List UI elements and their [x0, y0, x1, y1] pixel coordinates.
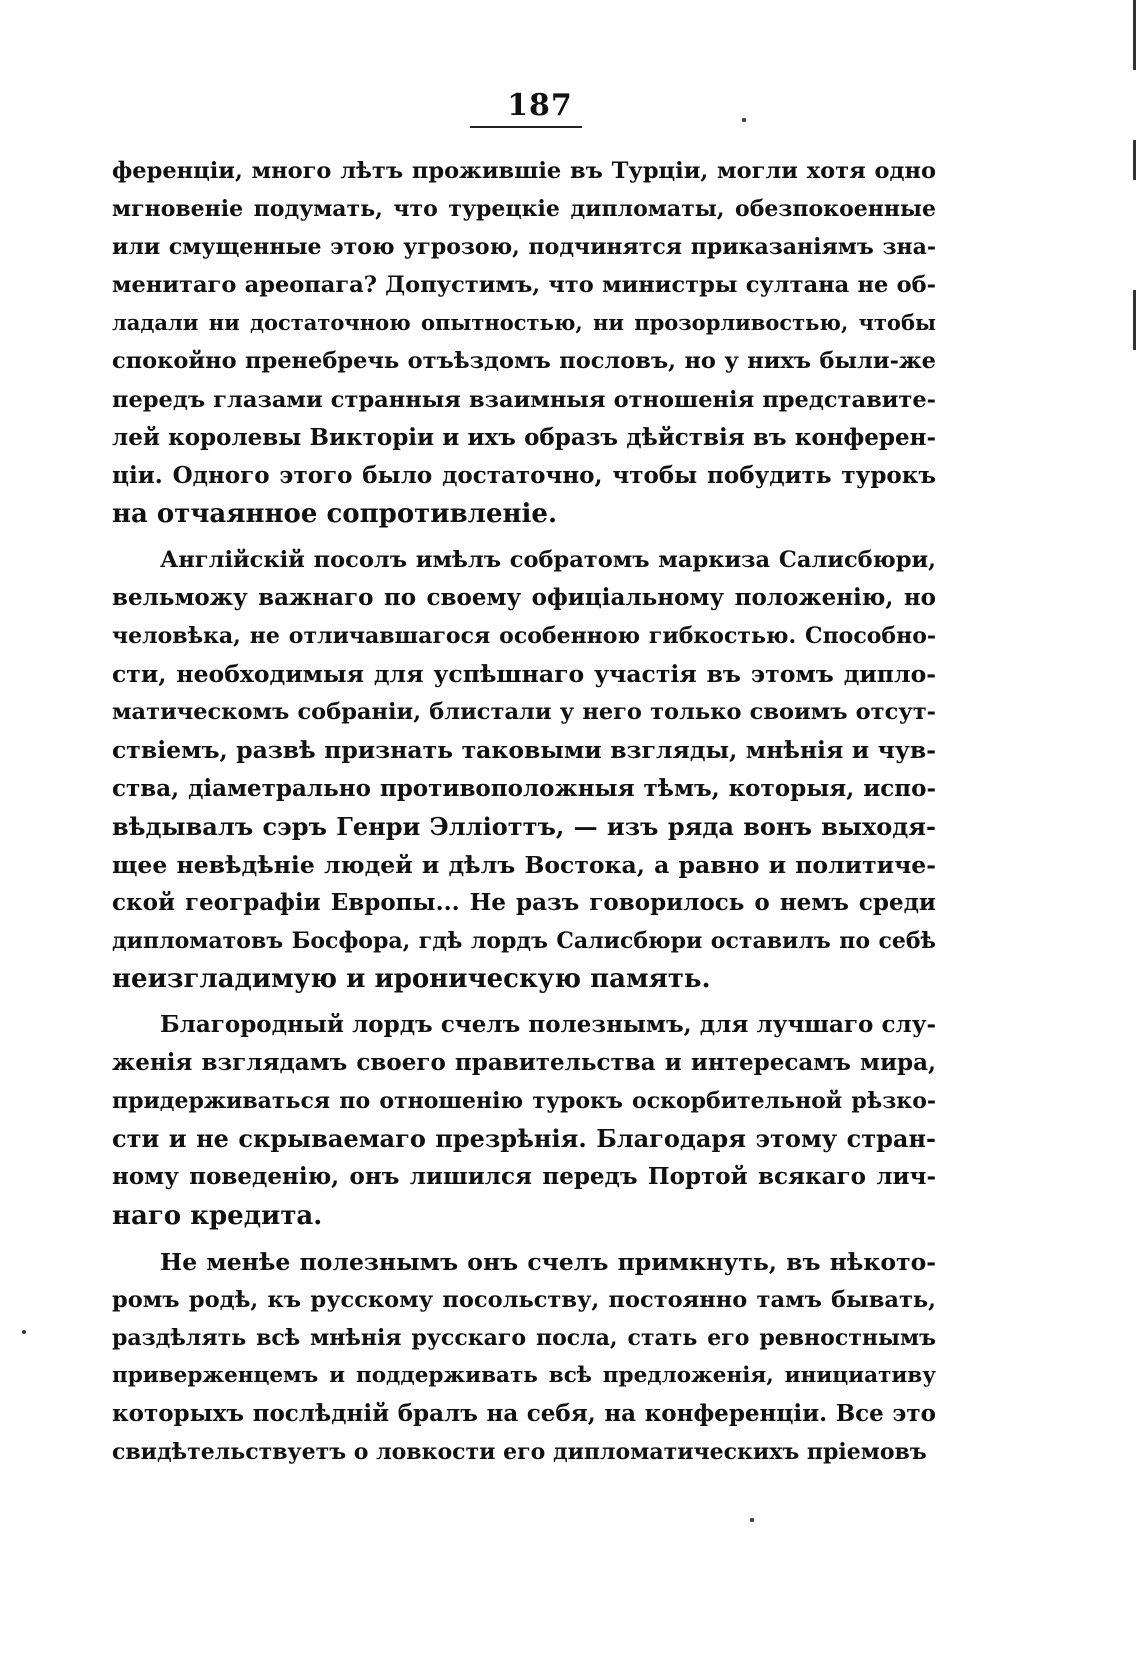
text-line: дипломатовъ Босфора, гдѣ лордъ Салисбюри оставилъ по себѣ: [112, 927, 936, 954]
paragraph-gap: [112, 1235, 936, 1243]
body-text: [112, 152, 936, 1471]
text-line: мгновеніе подумать, что турецкіе дипломаты, обезпокоенные: [112, 196, 936, 223]
text-line: матическомъ собраніи, блистали у него только своимъ отсут-: [112, 699, 936, 726]
text-line: неизгладимую и ироническую память.: [112, 963, 711, 994]
text-line: лей королевы Викторіи и ихъ образъ дѣйствія въ конферен-: [112, 423, 936, 451]
text-line: ской географіи Европы... Не разъ говорилось о немъ среди: [112, 888, 936, 916]
text-line: приверженцемъ и поддерживать всѣ предложенія, инициативу: [112, 1362, 936, 1388]
text-line: наго кредита.: [112, 1200, 323, 1231]
scan-speck: [742, 118, 746, 122]
text-line: ціи. Одного этого было достаточно, чтобы побудить турокъ: [112, 461, 936, 489]
text-line: раздѣлять всѣ мнѣнія русскаго посла, стать его ревностнымъ: [112, 1324, 936, 1351]
text-line: сти, необходимыя для успѣшнаго участія въ этомъ дипло-: [112, 660, 936, 689]
paragraph-gap: [112, 998, 936, 1006]
scan-speck: [22, 1330, 26, 1334]
text-line: которыхъ послѣдній бралъ на себя, на конференціи. Все это: [112, 1400, 936, 1427]
text-line: ференціи, много лѣтъ прожившіе въ Турціи, могли хотя одно: [112, 158, 936, 184]
text-line: человѣка, не отличавшагося особенною гибкостью. Способно-: [112, 623, 936, 650]
text-line: ства, діаметрально противоположныя тѣмъ, которыя, испо-: [112, 774, 936, 802]
scan-edge-mark: [1133, 140, 1136, 180]
text-line: спокойно пренебречь отъѣздомъ пословъ, но у нихъ были-же: [112, 348, 936, 375]
page-number-rule: [470, 126, 582, 128]
text-line: Благородный лордъ счелъ полезнымъ, для лучшаго слу-: [160, 1011, 936, 1039]
text-line: ному поведенію, онъ лишился передъ Портой всякаго лич-: [112, 1163, 936, 1191]
text-line: свидѣтельствуетъ о ловкости его дипломатическихъ пріемовъ: [112, 1439, 927, 1466]
text-line: передъ глазами странныя взаимныя отношенія представите-: [112, 386, 936, 413]
scan-speck: [750, 1518, 754, 1522]
text-line: Не менѣе полезнымъ онъ счелъ примкнуть, въ нѣкото-: [160, 1247, 936, 1276]
text-line: щее невѣдѣніе людей и дѣлъ Востока, а равно и политиче-: [112, 850, 936, 879]
text-line: вельможу важнаго по своему офиціальному положенію, но: [112, 584, 936, 612]
text-line: сти и не скрываемаго презрѣнія. Благодаря этому стран-: [112, 1124, 936, 1154]
paragraph: [112, 541, 936, 998]
text-line: женія взглядамъ своего правительства и интересамъ мира,: [112, 1049, 936, 1077]
text-line: ствіемъ, развѣ признать таковыми взгляды, мнѣнія и чув-: [112, 736, 936, 765]
paragraph-gap: [112, 533, 936, 541]
text-line: ромъ родѣ, къ русскому посольству, постоянно тамъ бывать,: [112, 1286, 936, 1313]
paragraph: [112, 1006, 936, 1235]
text-line: придерживаться по отношенію турокъ оскорбительной рѣзко-: [112, 1088, 936, 1115]
paragraph: [112, 152, 936, 533]
text-line: менитаго ареопага? Допустимъ, что министры султана не об-: [112, 272, 936, 299]
text-line: ладали ни достаточною опытностью, ни прозорливостью, чтобы: [112, 310, 936, 336]
text-line: на отчаянное сопротивленіе.: [112, 498, 558, 529]
text-line: Англійскій посолъ имѣлъ собратомъ маркиза Салисбюри,: [160, 546, 936, 573]
scan-edge-mark: [1133, 0, 1136, 70]
scan-edge-mark: [1133, 290, 1136, 350]
text-line: или смущенные этою угрозою, подчинятся приказаніямъ зна-: [112, 234, 936, 261]
paragraph: [112, 1243, 936, 1472]
page-number: 187: [507, 88, 573, 123]
text-line: вѣдывалъ сэръ Генри Эллiоттъ, — изъ ряда вонъ выходя-: [112, 811, 936, 841]
